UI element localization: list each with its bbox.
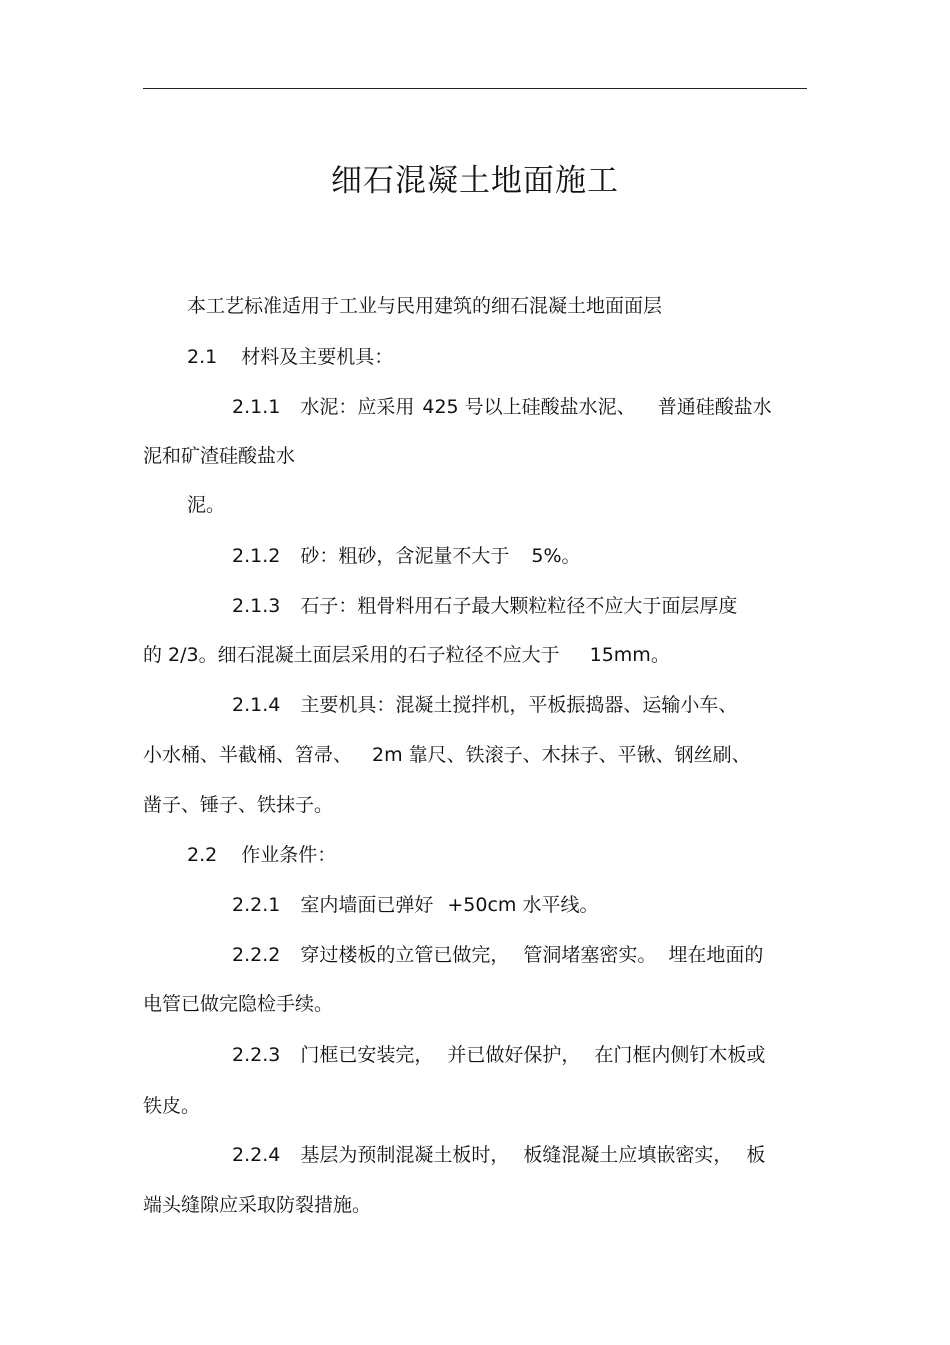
item-text: 在门框内侧钉木板或 [594, 1044, 766, 1066]
item-number: 2.2.4 [232, 1144, 281, 1166]
item-2-1-2 [232, 543, 581, 569]
item-2-2-3-cont: 铁皮。 [143, 1095, 201, 1117]
item-text: 普通硅酸盐水 [657, 396, 772, 418]
item-number: 2.1.4 [232, 694, 281, 716]
item-text: +50cm 水平线。 [447, 894, 599, 916]
item-text: 15mm。 [589, 644, 670, 666]
item-text: 425 号以上硅酸盐水泥、 [422, 396, 636, 418]
item-2-2-2 [232, 942, 763, 968]
item-2-1-4 [232, 692, 737, 718]
item-text: 并已做好保护， [447, 1044, 581, 1066]
item-text: 砂：粗砂，含泥量不大于 [300, 545, 510, 567]
section-number: 2.1 [187, 346, 218, 368]
item-number: 2.2.3 [232, 1044, 281, 1066]
item-2-2-3 [232, 1042, 765, 1068]
item-2-1-1-cont: 泥。 [187, 494, 226, 516]
item-text: 穿过楼板的立管已做完， [300, 944, 510, 966]
item-2-1-1-cont: 泥和矿渣硅酸盐水 [143, 445, 296, 467]
item-text: 石子：粗骨料用石子最大颗粒粒径不应大于面层厚度 [300, 595, 738, 617]
item-text: 埋在地面的 [668, 944, 764, 966]
item-2-2-4-cont: 端头缝隙应采取防裂措施。 [143, 1194, 372, 1216]
section-number: 2.2 [187, 844, 218, 866]
section-heading: 作业条件： [241, 844, 337, 866]
item-number: 2.1.3 [232, 595, 281, 617]
item-text: 主要机具：混凝土搅拌机，平板振捣器、运输小车、 [300, 694, 738, 716]
item-text: 水泥：应采用 [300, 396, 415, 418]
item-number: 2.1.1 [232, 396, 281, 418]
item-text: 的 2/3。细石混凝土面层采用的石子粒径不应大于 [143, 644, 560, 666]
item-number: 2.2.2 [232, 944, 281, 966]
header-rule [143, 88, 807, 89]
document-title: 细石混凝土地面施工 [331, 163, 619, 199]
intro-paragraph: 本工艺标准适用于工业与民用建筑的细石混凝土地面面层 [187, 295, 663, 317]
item-text: 板 [746, 1144, 766, 1166]
item-2-2-1 [232, 892, 598, 918]
item-text: 室内墙面已弹好 [300, 894, 434, 916]
section-2-1 [187, 344, 393, 370]
item-2-1-3 [232, 593, 737, 619]
item-text: 门框已安装完， [300, 1044, 434, 1066]
item-2-1-4-cont [143, 742, 751, 768]
item-text: 管洞堵塞密实。 [523, 944, 657, 966]
item-text: 基层为预制混凝土板时， [300, 1144, 510, 1166]
item-2-1-4-cont: 凿子、锤子、铁抹子。 [143, 794, 334, 816]
item-number: 2.2.1 [232, 894, 281, 916]
section-2-2 [187, 842, 336, 868]
item-2-1-1 [232, 394, 772, 420]
item-text: 2m 靠尺、铁滚子、木抹子、平锹、钢丝刷、 [372, 744, 751, 766]
item-2-1-3-cont [143, 642, 670, 668]
section-heading: 材料及主要机具： [241, 346, 394, 368]
item-text: 小水桶、半截桶、笤帚、 [143, 744, 353, 766]
item-text: 5%。 [531, 545, 581, 567]
item-2-2-4 [232, 1142, 765, 1168]
item-text: 板缝混凝土应填嵌密实， [523, 1144, 733, 1166]
item-2-2-2-cont: 电管已做完隐检手续。 [143, 993, 334, 1015]
item-number: 2.1.2 [232, 545, 281, 567]
